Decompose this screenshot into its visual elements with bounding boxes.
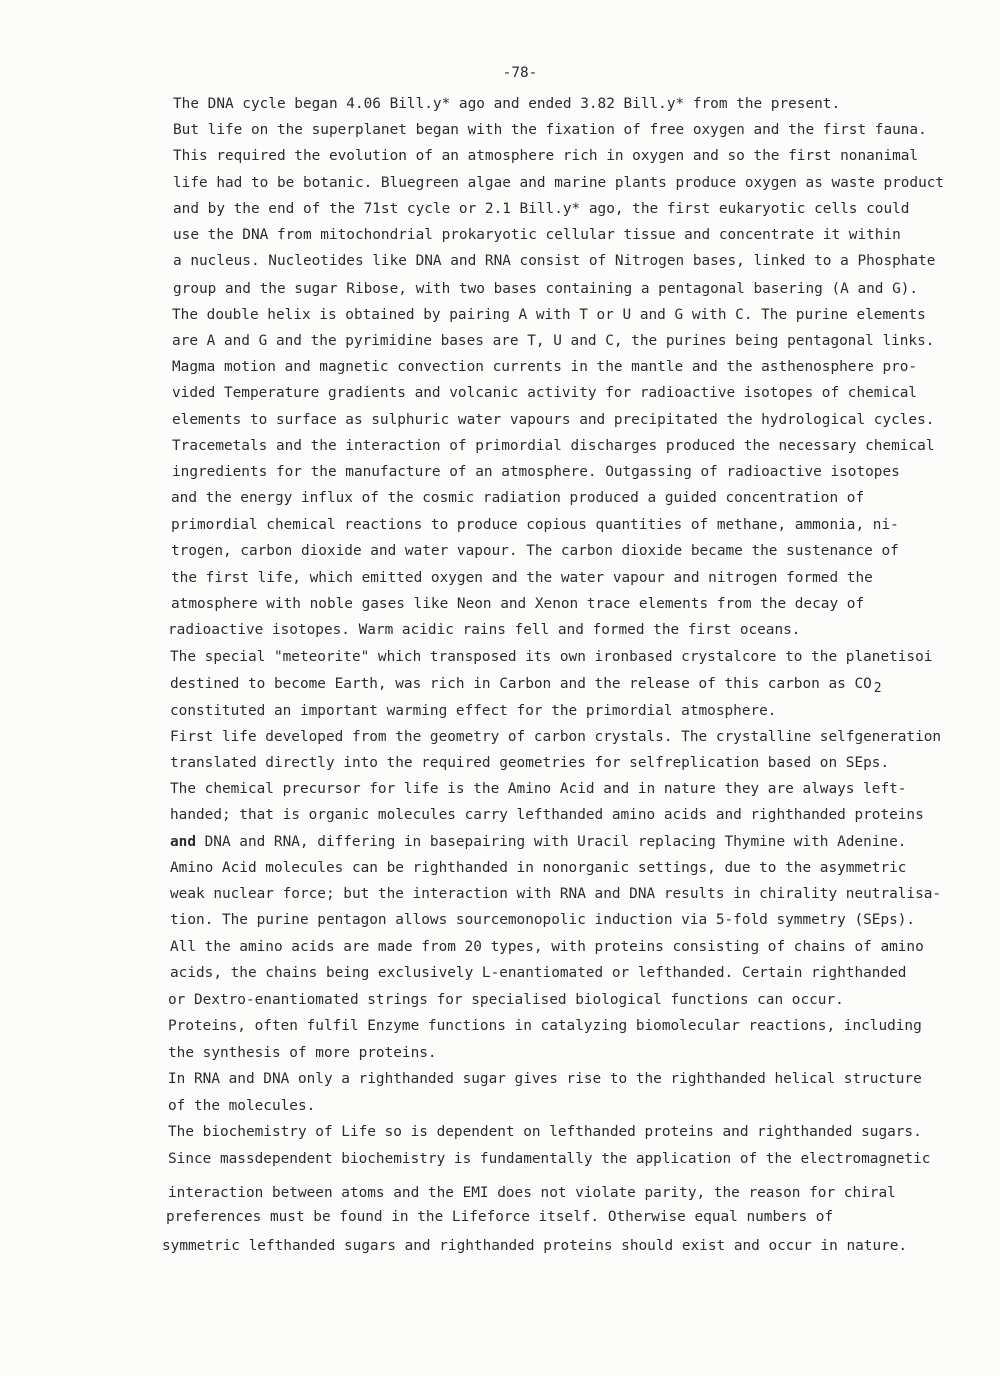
text-line	[170, 833, 906, 851]
text-line: vided Temperature gradients and volcanic activity for radioactive isotopes of chemical	[172, 385, 918, 401]
text-line: Tracemetals and the interaction of primordial discharges produced the necessary chemical	[172, 438, 935, 454]
handwritten-and: and	[170, 834, 196, 850]
text-line: But life on the superplanet began with the fixation of free oxygen and the first fauna.	[173, 122, 927, 138]
page-number: -78-	[502, 65, 538, 81]
text-line	[170, 675, 882, 696]
text-line: weak nuclear force; but the interaction with RNA and DNA results in chirality neutralisa-	[170, 886, 942, 902]
text-line: Since massdependent biochemistry is fundamentally the application of the electromagnetic	[168, 1151, 931, 1167]
text-line: interaction between atoms and the EMI does not violate parity, the reason for chiral	[168, 1185, 896, 1201]
text-line: and by the end of the 71st cycle or 2.1 Bill.y* ago, the first eukaryotic cells could	[173, 201, 910, 217]
text-line: elements to surface as sulphuric water vapours and precipitated the hydrological cycles.	[172, 412, 935, 428]
text-line: atmosphere with noble gases like Neon and Xenon trace elements from the decay of	[171, 596, 865, 612]
text-line: handed; that is organic molecules carry lefthanded amino acids and righthanded proteins	[170, 807, 924, 823]
text-line: The DNA cycle began 4.06 Bill.y* ago and ended 3.82 Bill.y* from the present.	[173, 96, 841, 112]
text-line: the synthesis of more proteins.	[168, 1045, 437, 1061]
text-line: First life developed from the geometry of carbon crystals. The crystalline selfgeneration	[170, 729, 942, 745]
text-line: and the energy influx of the cosmic radiation produced a guided concentration of	[171, 490, 865, 506]
text-line: are A and G and the pyrimidine bases are T, U and C, the purines being pentagonal links.	[172, 333, 935, 349]
text-line: symmetric lefthanded sugars and righthanded proteins should exist and occur in nature.	[162, 1238, 908, 1254]
text-line: In RNA and DNA only a righthanded sugar gives rise to the righthanded helical structure	[168, 1071, 922, 1087]
text-line: Proteins, often fulfil Enzyme functions in catalyzing biomolecular reactions, including	[168, 1018, 922, 1034]
text-line: tion. The purine pentagon allows sourcemonopolic induction via 5-fold symmetry (SEps).	[170, 912, 916, 928]
text-line: acids, the chains being exclusively L-enantiomated or lefthanded. Certain righthanded	[170, 965, 907, 981]
text-line: trogen, carbon dioxide and water vapour. The carbon dioxide became the sustenance of	[171, 543, 899, 559]
text-line: group and the sugar Ribose, with two bases containing a pentagonal basering (A and G).	[173, 281, 919, 297]
text-line: All the amino acids are made from 20 types, with proteins consisting of chains of amino	[170, 939, 924, 955]
text-line: translated directly into the required geometries for selfreplication based on SEps.	[170, 755, 890, 771]
text-line-main: DNA and RNA, differing in basepairing with Uracil replacing Thymine with Adenine.	[204, 834, 907, 850]
text-line: preferences must be found in the Lifeforce itself. Otherwise equal numbers of	[166, 1209, 834, 1225]
text-line: use the DNA from mitochondrial prokaryotic cellular tissue and concentrate it within	[173, 227, 901, 243]
text-line: This required the evolution of an atmosphere rich in oxygen and so the first nonanimal	[173, 148, 919, 164]
text-line: Magma motion and magnetic convection currents in the mantle and the asthenosphere pro-	[172, 359, 918, 375]
text-line: The biochemistry of Life so is dependent on lefthanded proteins and righthanded sugars.	[168, 1124, 922, 1140]
text-line: The double helix is obtained by pairing A with T or U and G with C. The purine elements	[172, 307, 926, 323]
text-line-main: destined to become Earth, was rich in Carbon and the release of this carbon as CO	[170, 676, 872, 692]
text-line: primordial chemical reactions to produce copious quantities of methane, ammonia, ni-	[171, 517, 899, 533]
text-line: the first life, which emitted oxygen and the water vapour and nitrogen formed the	[171, 570, 873, 586]
text-line: constituted an important warming effect for the primordial atmosphere.	[170, 703, 777, 719]
text-line: The special "meteorite" which transposed its own ironbased crystalcore to the planetisoi	[170, 649, 933, 665]
text-line: ingredients for the manufacture of an atmosphere. Outgassing of radioactive isotopes	[172, 464, 900, 480]
text-line: life had to be botanic. Bluegreen algae and marine plants produce oxygen as waste product	[173, 175, 945, 191]
co2-subscript: 2	[873, 681, 882, 696]
text-line: Amino Acid molecules can be righthanded in nonorganic settings, due to the asymmetric	[170, 860, 907, 876]
text-line: radioactive isotopes. Warm acidic rains fell and formed the first oceans.	[168, 622, 801, 638]
text-line: a nucleus. Nucleotides like DNA and RNA consist of Nitrogen bases, linked to a Phosphate	[173, 253, 936, 269]
text-line: of the molecules.	[168, 1098, 316, 1114]
text-line: The chemical precursor for life is the Amino Acid and in nature they are always left-	[170, 781, 907, 797]
text-line: or Dextro-enantiomated strings for specialised biological functions can occur.	[168, 992, 844, 1008]
